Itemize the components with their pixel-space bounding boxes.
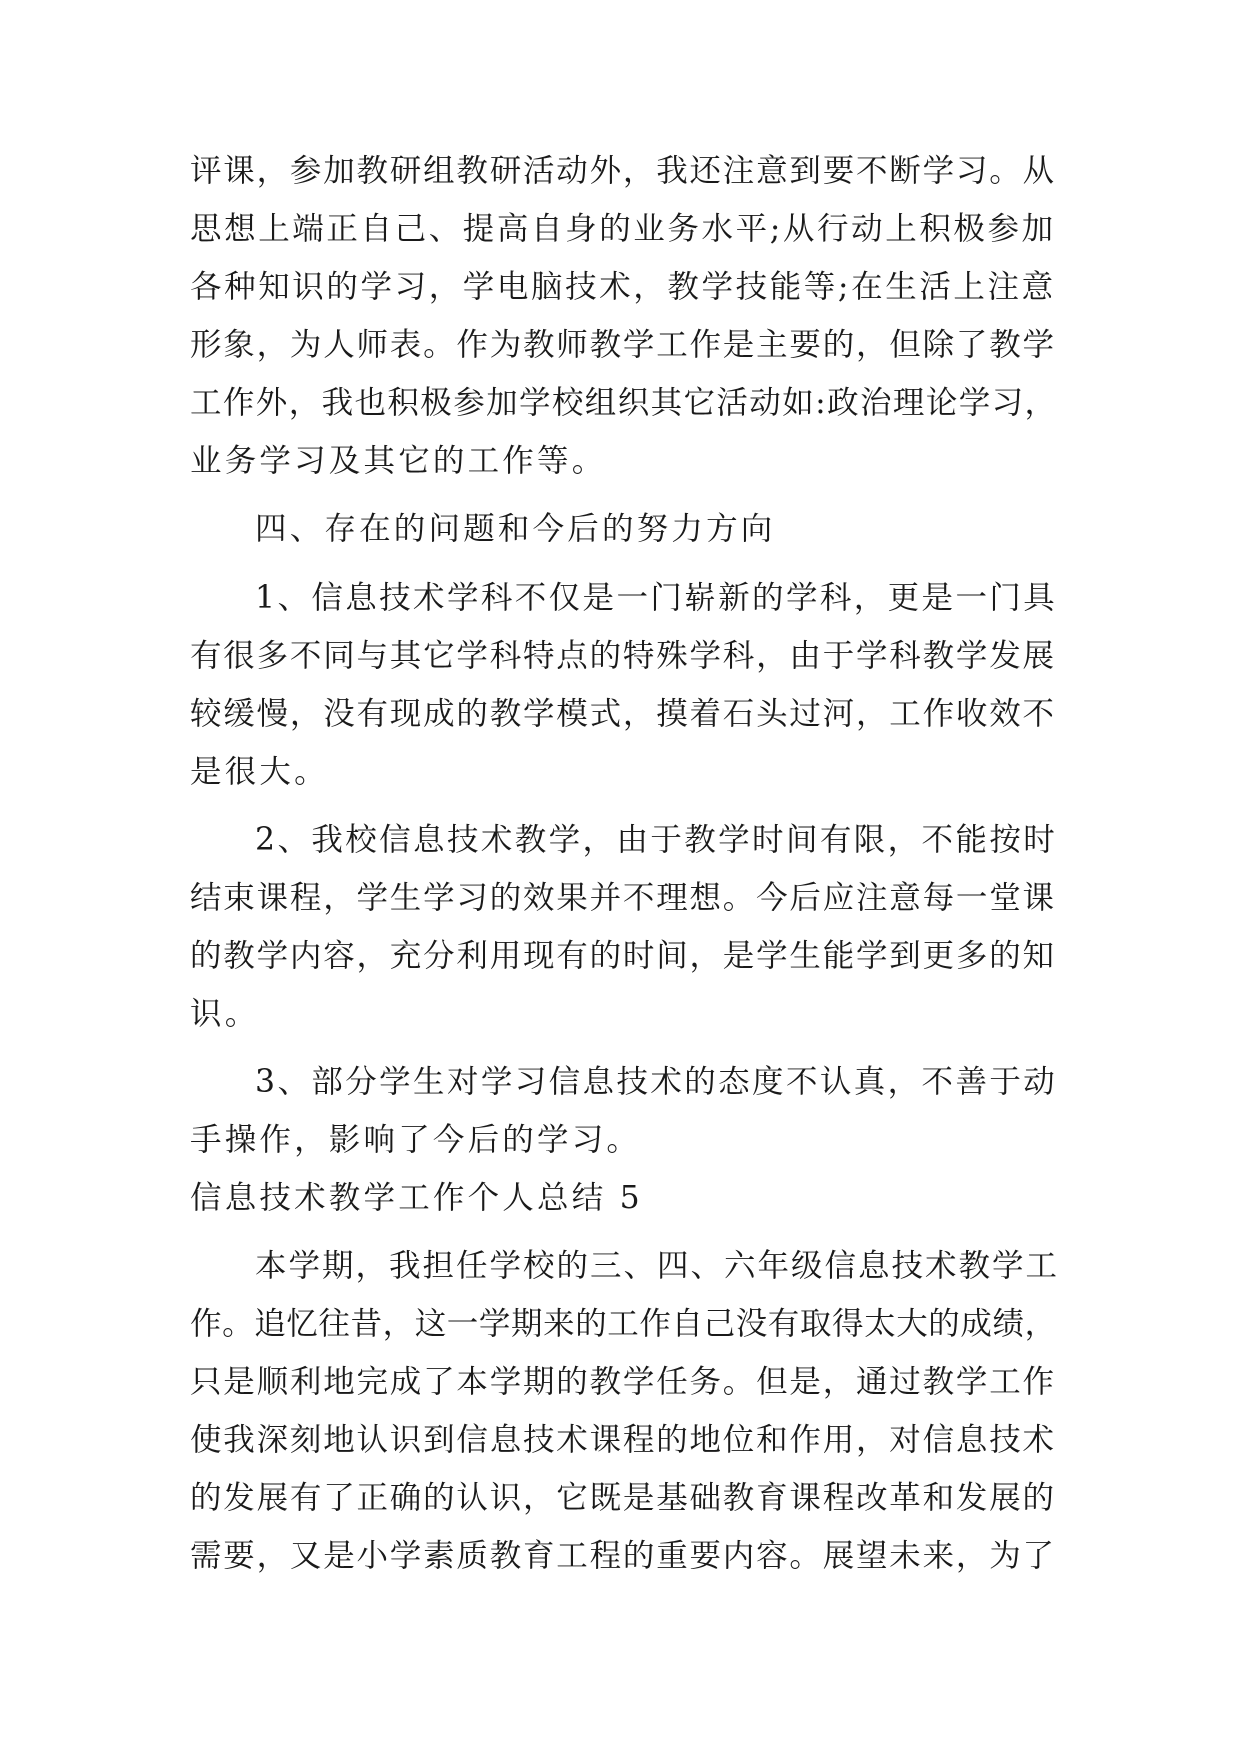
text-line: 识。 (190, 996, 260, 1032)
text-line: 只是顺利地完成了本学期的教学任务。但是，通过教学工作 (190, 1364, 1056, 1400)
text-line: 的教学内容，充分利用现有的时间，是学生能学到更多的知 (190, 938, 1056, 974)
text-line: 作。追忆往昔，这一学期来的工作自己没有取得太大的成绩， (190, 1306, 1057, 1342)
text-line: 是很大。 (190, 754, 329, 790)
text-line: 有很多不同与其它学科特点的特殊学科，由于学科教学发展 (190, 638, 1056, 674)
text-line: 手操作，影响了今后的学习。 (190, 1122, 642, 1158)
text-line: 较缓慢，没有现成的教学模式，摸着石头过河，工作收效不 (190, 696, 1056, 732)
text-line: 1、信息技术学科不仅是一门崭新的学科，更是一门具 (255, 580, 1058, 616)
text-line: 工作外，我也积极参加学校组织其它活动如:政治理论学习， (190, 385, 1058, 421)
text-line: 形象，为人师表。作为教师教学工作是主要的，但除了教学 (190, 327, 1056, 363)
document-title: 信息技术教学工作个人总结 5 (190, 1180, 643, 1216)
text-line: 使我深刻地认识到信息技术课程的地位和作用，对信息技术 (190, 1422, 1056, 1458)
text-line: 本学期，我担任学校的三、四、六年级信息技术教学工 (255, 1248, 1060, 1284)
text-line: 2、我校信息技术教学，由于教学时间有限，不能按时 (255, 822, 1058, 858)
text-line: 评课，参加教研组教研活动外，我还注意到要不断学习。从 (190, 153, 1056, 189)
text-line: 结束课程，学生学习的效果并不理想。今后应注意每一堂课 (190, 880, 1056, 916)
text-line: 各种知识的学习，学电脑技术，教学技能等;在生活上注意 (190, 269, 1056, 305)
text-line: 思想上端正自己、提高自身的业务水平;从行动上积极参加 (190, 211, 1056, 247)
text-line: 的发展有了正确的认识，它既是基础教育课程改革和发展的 (190, 1480, 1056, 1516)
text-line: 3、部分学生对学习信息技术的态度不认真，不善于动 (255, 1064, 1058, 1100)
text-line: 需要，又是小学素质教育工程的重要内容。展望未来，为了 (190, 1538, 1056, 1574)
section-heading: 四、存在的问题和今后的努力方向 (255, 511, 776, 547)
text-line: 业务学习及其它的工作等。 (190, 443, 607, 479)
